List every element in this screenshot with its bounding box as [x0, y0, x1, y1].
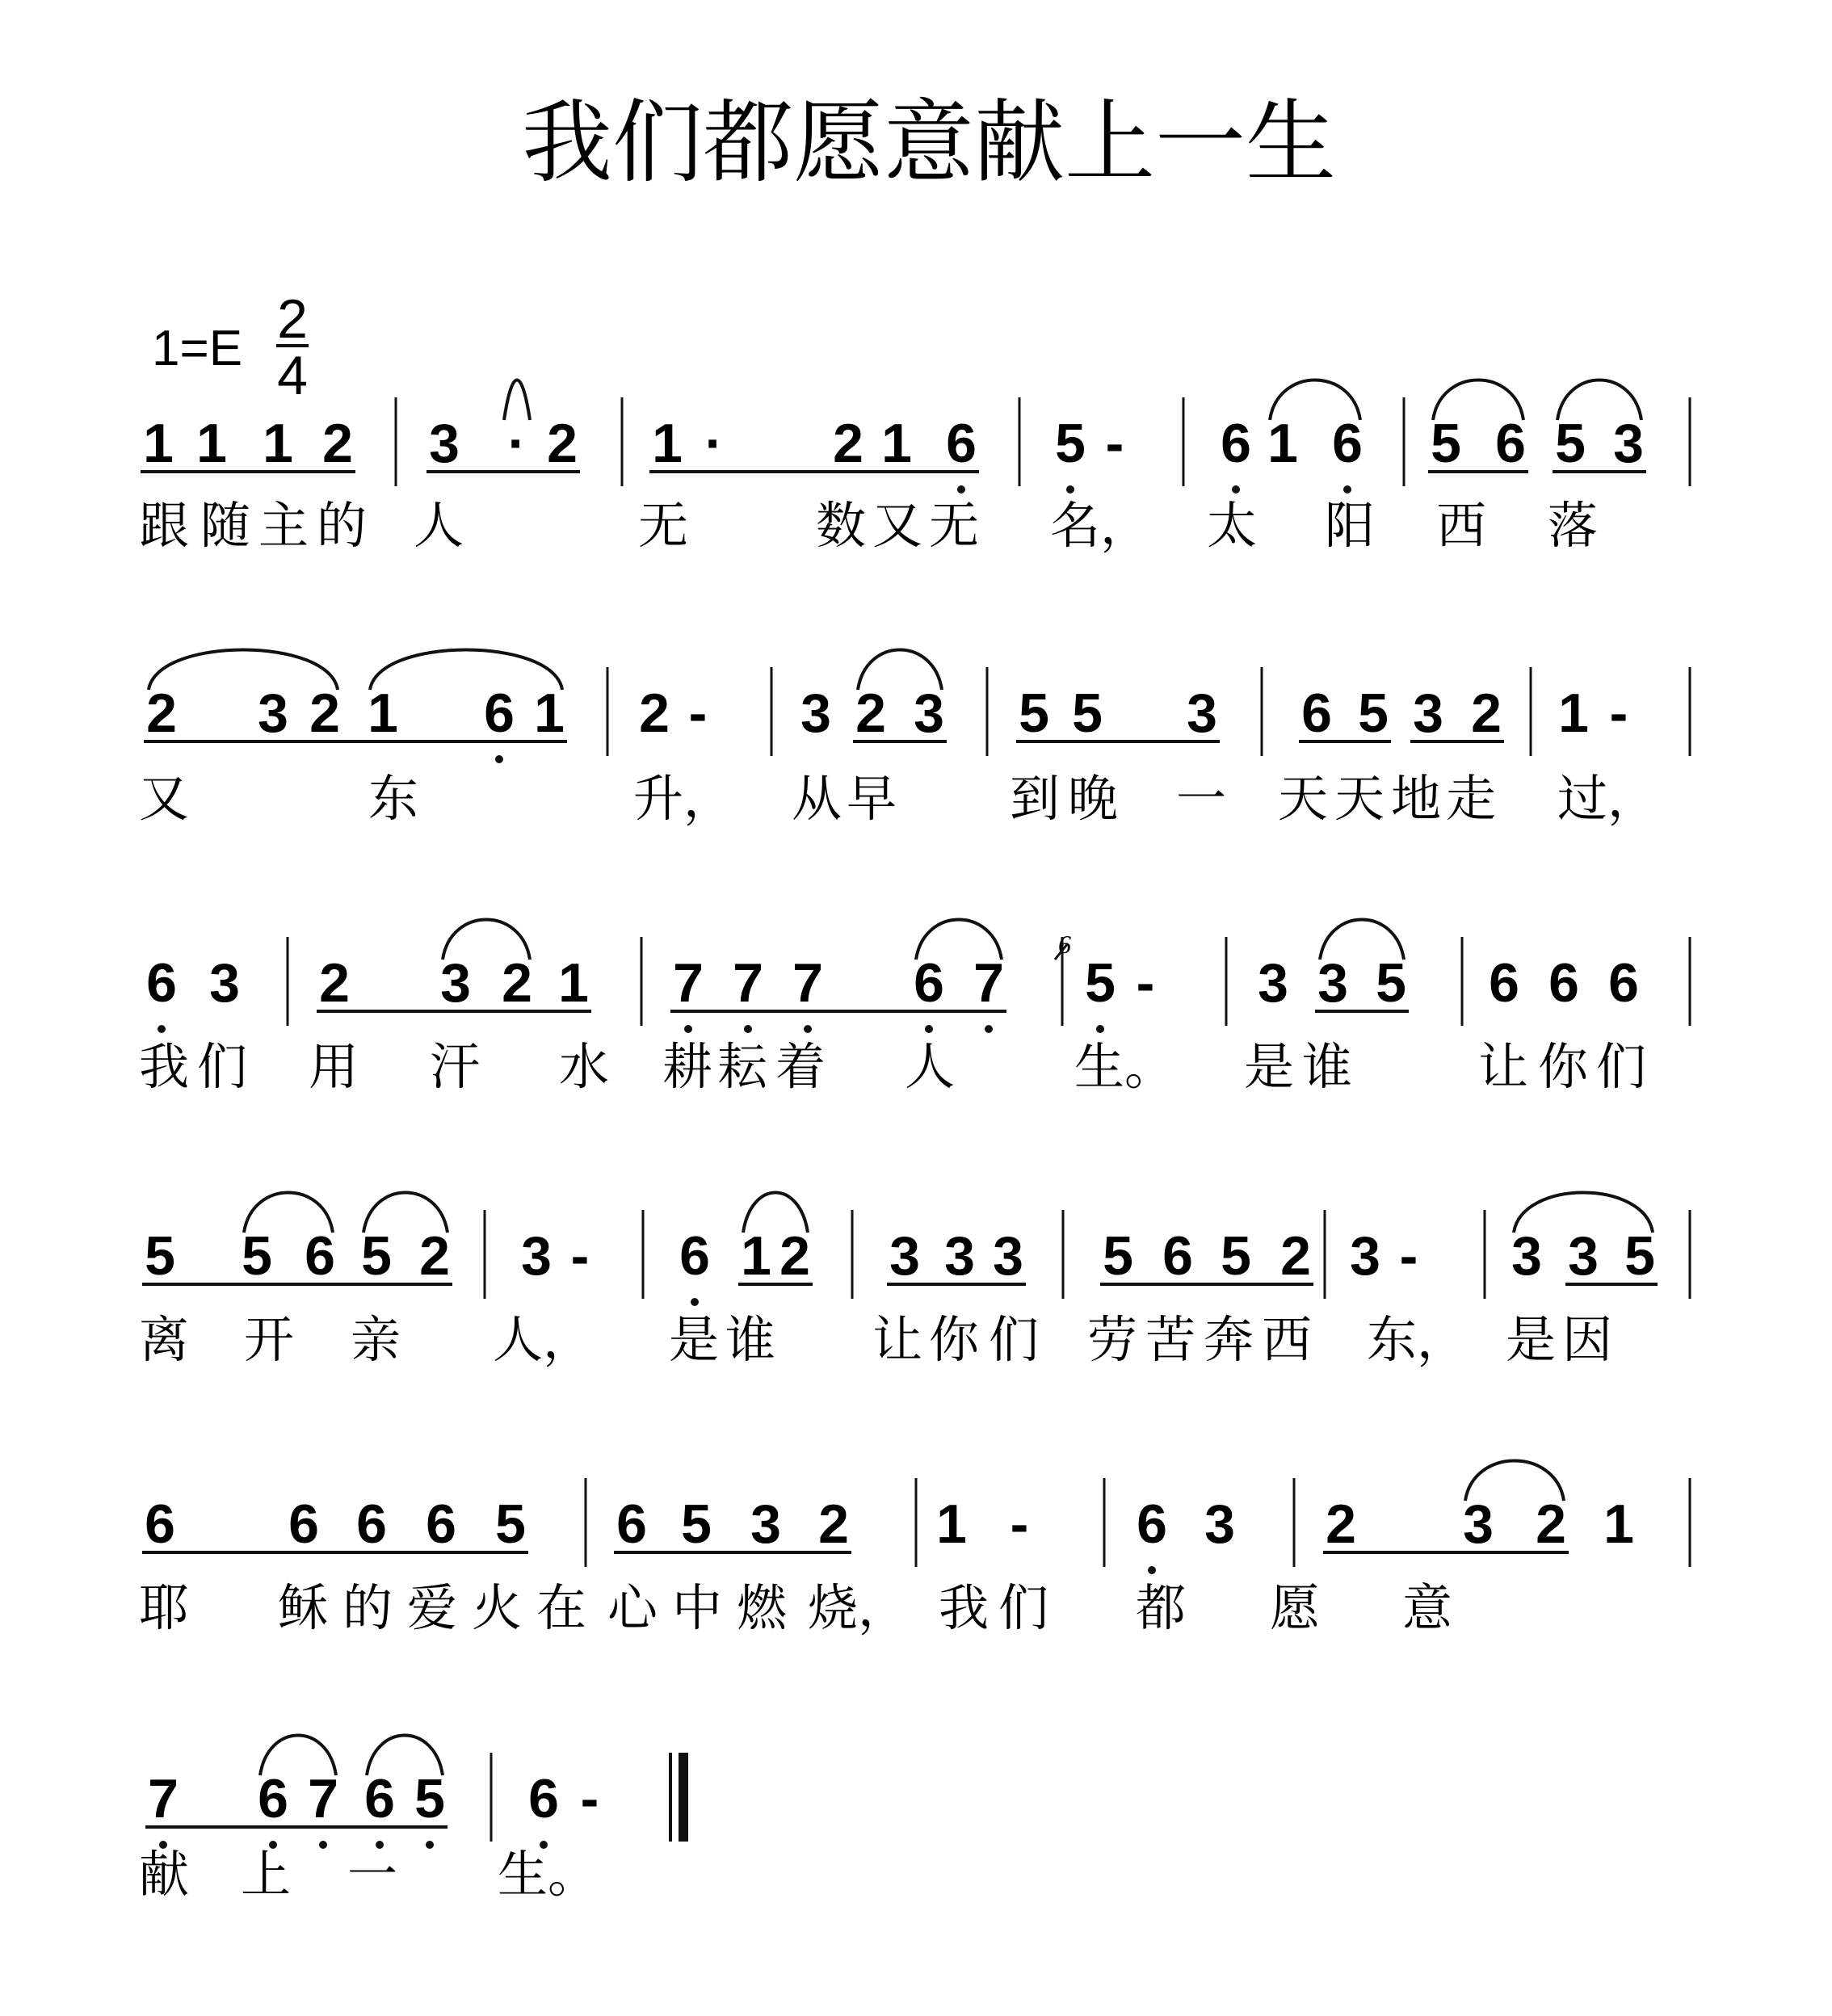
lyric-char: 天 [1334, 769, 1385, 828]
lyric-char: 在 [536, 1578, 587, 1637]
note: 3 [1350, 1225, 1380, 1287]
note: 1 [741, 1225, 771, 1287]
dash-note: - [1399, 1225, 1418, 1287]
lyric-char: 劳 [1087, 1310, 1138, 1369]
key-signature: 1=E [152, 321, 243, 376]
lyric-char: 早 [847, 769, 897, 828]
note: 7 [148, 1768, 179, 1829]
lyric-char: 走 [1446, 769, 1497, 828]
note: 6 [426, 1493, 456, 1555]
note: 2 [855, 682, 886, 744]
note: 2 [1471, 682, 1502, 744]
note: 6 [914, 952, 944, 1014]
lyric-char: 愿 [1270, 1578, 1321, 1637]
note: 5 [1358, 682, 1389, 744]
note: 3 [1317, 952, 1348, 1014]
lyric-char: 让 [872, 1310, 923, 1369]
time-signature-top: 2 [277, 288, 308, 350]
dash-note: - [1609, 682, 1628, 744]
note: 3 [209, 952, 240, 1014]
note: 2 [309, 682, 340, 744]
lyric-char: 亲 [351, 1310, 401, 1369]
dash-note: - [1105, 413, 1124, 474]
note: 2 [1536, 1493, 1566, 1555]
lyric-char: 献 [139, 1845, 190, 1904]
lyric-char: 西 [1436, 496, 1487, 555]
note: 3 [889, 1225, 920, 1287]
note: 3 [440, 952, 471, 1014]
low-octave-dot [925, 1025, 933, 1033]
note: 6 [1608, 952, 1639, 1014]
low-octave-dot [319, 1841, 327, 1849]
lyric-char: 东， [1367, 1310, 1468, 1369]
note: 1 [534, 682, 565, 744]
lyric-char: 你 [1538, 1037, 1589, 1096]
lyric-char: 中 [672, 1578, 723, 1637]
lyric-char: 一 [347, 1845, 398, 1904]
lyric-char: 苦 [1145, 1310, 1196, 1369]
lyric-char: 无 [638, 496, 689, 555]
lyric-char: 的 [317, 496, 368, 555]
low-octave-dot [158, 1025, 166, 1033]
low-octave-dot [1232, 485, 1240, 494]
note: 1 [1267, 413, 1298, 474]
lyric-char: 到 [1010, 769, 1061, 828]
note: 6 [288, 1493, 319, 1555]
score-row [139, 1193, 1690, 1370]
note: · [704, 413, 724, 474]
low-octave-dot [691, 1298, 699, 1306]
lyric-char: 们 [1596, 1037, 1647, 1096]
lyric-char: 的 [342, 1578, 393, 1637]
lyric-char: 落 [1548, 496, 1599, 555]
note: 3 [750, 1493, 781, 1555]
score-row [139, 650, 1690, 829]
note: 7 [308, 1768, 338, 1829]
low-octave-dot [426, 1841, 434, 1849]
note: 6 [528, 1768, 559, 1829]
note: 3 [993, 1225, 1023, 1287]
note: 7 [792, 952, 823, 1014]
lyric-char: 用 [309, 1037, 359, 1096]
note: 3 [429, 413, 460, 474]
lyric-char: 名， [1050, 496, 1151, 555]
dash-note: - [570, 1225, 590, 1287]
low-octave-dot [495, 755, 503, 763]
lyric-char: 燃 [737, 1578, 788, 1637]
note: 1 [196, 413, 227, 474]
note: 3 [800, 682, 831, 744]
note: 3 [1511, 1225, 1542, 1287]
note: 6 [1137, 1493, 1167, 1555]
lyric-char: 是 [669, 1310, 720, 1369]
note: 3 [944, 1225, 975, 1287]
note: 5 [681, 1493, 712, 1555]
note: 6 [305, 1225, 335, 1287]
note: 2 [419, 1225, 450, 1287]
note: 3 [1613, 413, 1644, 474]
note: 3 [1187, 682, 1217, 744]
lyric-char: 人， [493, 1310, 594, 1369]
note: 3 [1258, 952, 1288, 1014]
lyric-char: 开 [244, 1310, 295, 1369]
lyric-char: 意 [1402, 1578, 1453, 1637]
lyric-char: 又 [139, 769, 190, 828]
note: 3 [1463, 1493, 1494, 1555]
lyric-char: 西 [1262, 1310, 1313, 1369]
low-octave-dot [744, 1025, 752, 1033]
note: 2 [319, 952, 350, 1014]
lyric-char: 一 [1176, 769, 1227, 828]
dash-note: - [1136, 952, 1155, 1014]
dash-note: - [688, 682, 708, 744]
note: 3 [258, 682, 288, 744]
note: 6 [484, 682, 515, 744]
low-octave-dot [1148, 1566, 1156, 1574]
lyric-char: 都 [1136, 1578, 1187, 1637]
low-octave-dot [804, 1025, 812, 1033]
lyric-char: 上 [241, 1845, 292, 1904]
lyric-char: 阳 [1325, 496, 1376, 555]
note: 6 [145, 1493, 175, 1555]
note: 5 [1624, 1225, 1655, 1287]
note: 5 [145, 1225, 175, 1287]
lyric-char: 汗 [430, 1037, 481, 1096]
note: 6 [146, 952, 177, 1014]
note: 5 [495, 1493, 526, 1555]
low-octave-dot [1096, 1025, 1104, 1033]
lyric-char: 火 [472, 1578, 523, 1637]
lyric-char: 东 [368, 769, 419, 828]
note: 5 [1103, 1225, 1133, 1287]
lyric-char: 无 [929, 496, 980, 555]
note: 1 [881, 413, 912, 474]
lyric-char: 人 [905, 1037, 956, 1096]
note: 6 [1489, 952, 1519, 1014]
note: 6 [364, 1768, 395, 1829]
note: 2 [502, 952, 532, 1014]
score-row [139, 920, 1690, 1097]
note: 5 [1072, 682, 1103, 744]
lyric-char: 耶 [139, 1578, 190, 1637]
lyric-char: 天 [1278, 769, 1329, 828]
lyric-char: 我 [139, 1037, 190, 1096]
note: 5 [1431, 413, 1461, 474]
note: 1 [558, 952, 589, 1014]
lyric-char: 生。 [1074, 1037, 1175, 1096]
lyric-char: 耕 [662, 1037, 713, 1096]
note: 2 [146, 682, 177, 744]
lyric-char: 们 [197, 1037, 248, 1096]
note: 3 [1204, 1493, 1235, 1555]
note: 1 [1603, 1493, 1634, 1555]
score-row [139, 1736, 683, 1905]
lyric-char: 又 [872, 496, 923, 555]
song-title: 我们都愿意献上一生 [522, 90, 1336, 195]
low-octave-dot [1343, 485, 1351, 494]
score-row [139, 1461, 1690, 1638]
lyric-char: 谁 [725, 1310, 776, 1369]
note: 1 [936, 1493, 967, 1555]
note: 2 [547, 413, 578, 474]
grace-note: 6 [1058, 930, 1071, 959]
low-octave-dot [684, 1025, 692, 1033]
lyric-char: 让 [1478, 1037, 1529, 1096]
lyric-char: 烧， [808, 1578, 909, 1637]
dash-note: - [1010, 1493, 1029, 1555]
note: 5 [1085, 952, 1116, 1014]
lyric-char: 们 [989, 1310, 1040, 1369]
note: 6 [679, 1225, 710, 1287]
lyric-char: 地 [1391, 769, 1442, 828]
dash-note: - [580, 1768, 599, 1829]
note: 6 [1495, 413, 1526, 474]
note: 6 [1221, 413, 1251, 474]
lyric-char: 太 [1207, 496, 1258, 555]
note: 5 [1555, 413, 1586, 474]
low-octave-dot [1066, 485, 1074, 494]
lyric-char: 从 [792, 769, 842, 828]
note: 5 [1055, 413, 1086, 474]
low-octave-dot [985, 1025, 993, 1033]
lyric-char: 水 [559, 1037, 610, 1096]
note: 2 [818, 1493, 849, 1555]
note: 7 [973, 952, 1004, 1014]
note: 6 [356, 1493, 387, 1555]
note: 6 [1162, 1225, 1193, 1287]
note: 5 [242, 1225, 272, 1287]
note: 5 [1376, 952, 1406, 1014]
score-row [139, 380, 1690, 556]
lyric-char: 是 [1244, 1037, 1295, 1096]
lyric-char: 跟 [139, 496, 190, 555]
lyric-char: 你 [929, 1310, 980, 1369]
lyric-char: 主 [258, 496, 309, 555]
note: 5 [361, 1225, 392, 1287]
lyric-char: 谁 [1302, 1037, 1353, 1096]
note: 2 [779, 1225, 810, 1287]
note: 6 [616, 1493, 647, 1555]
time-signature-bottom: 4 [277, 345, 308, 406]
note: 5 [1019, 682, 1049, 744]
lyric-char: 奔 [1204, 1310, 1254, 1369]
note: 3 [1568, 1225, 1599, 1287]
lyric-char: 因 [1562, 1310, 1613, 1369]
lyric-char: 升， [633, 769, 734, 828]
note: 2 [1280, 1225, 1311, 1287]
note: 3 [1413, 682, 1443, 744]
lyric-char: 随 [200, 496, 251, 555]
lyric-char: 我 [939, 1578, 990, 1637]
note: 1 [143, 413, 174, 474]
note: 6 [1548, 952, 1579, 1014]
note: 7 [733, 952, 763, 1014]
lyric-char: 爱 [407, 1578, 458, 1637]
lyric-char: 数 [816, 496, 867, 555]
note: 1 [1558, 682, 1589, 744]
lyric-char: 着 [775, 1037, 826, 1096]
lyric-char: 耘 [717, 1037, 768, 1096]
note: 6 [946, 413, 977, 474]
note: 7 [673, 952, 704, 1014]
note: 2 [833, 413, 863, 474]
lyric-char: 人 [414, 496, 464, 555]
lyric-char: 过， [1557, 769, 1658, 828]
note: 5 [1221, 1225, 1251, 1287]
lyric-char: 稣 [278, 1578, 329, 1637]
lyric-char: 生。 [498, 1845, 599, 1904]
low-octave-dot [957, 485, 965, 494]
note: 6 [1332, 413, 1363, 474]
lyric-char: 心 [607, 1578, 658, 1637]
note: · [507, 413, 527, 474]
note: 2 [322, 413, 353, 474]
note: 1 [652, 413, 683, 474]
lyric-char: 晚 [1068, 769, 1119, 828]
lyric-char: 离 [139, 1310, 190, 1369]
note: 6 [258, 1768, 288, 1829]
note: 3 [521, 1225, 552, 1287]
note: 1 [368, 682, 398, 744]
lyric-char: 们 [998, 1578, 1049, 1637]
note: 2 [639, 682, 670, 744]
lyric-char: 是 [1506, 1310, 1557, 1369]
note: 3 [914, 682, 944, 744]
note: 6 [1301, 682, 1332, 744]
note: 2 [1326, 1493, 1356, 1555]
note: 1 [263, 413, 293, 474]
note: 5 [414, 1768, 445, 1829]
